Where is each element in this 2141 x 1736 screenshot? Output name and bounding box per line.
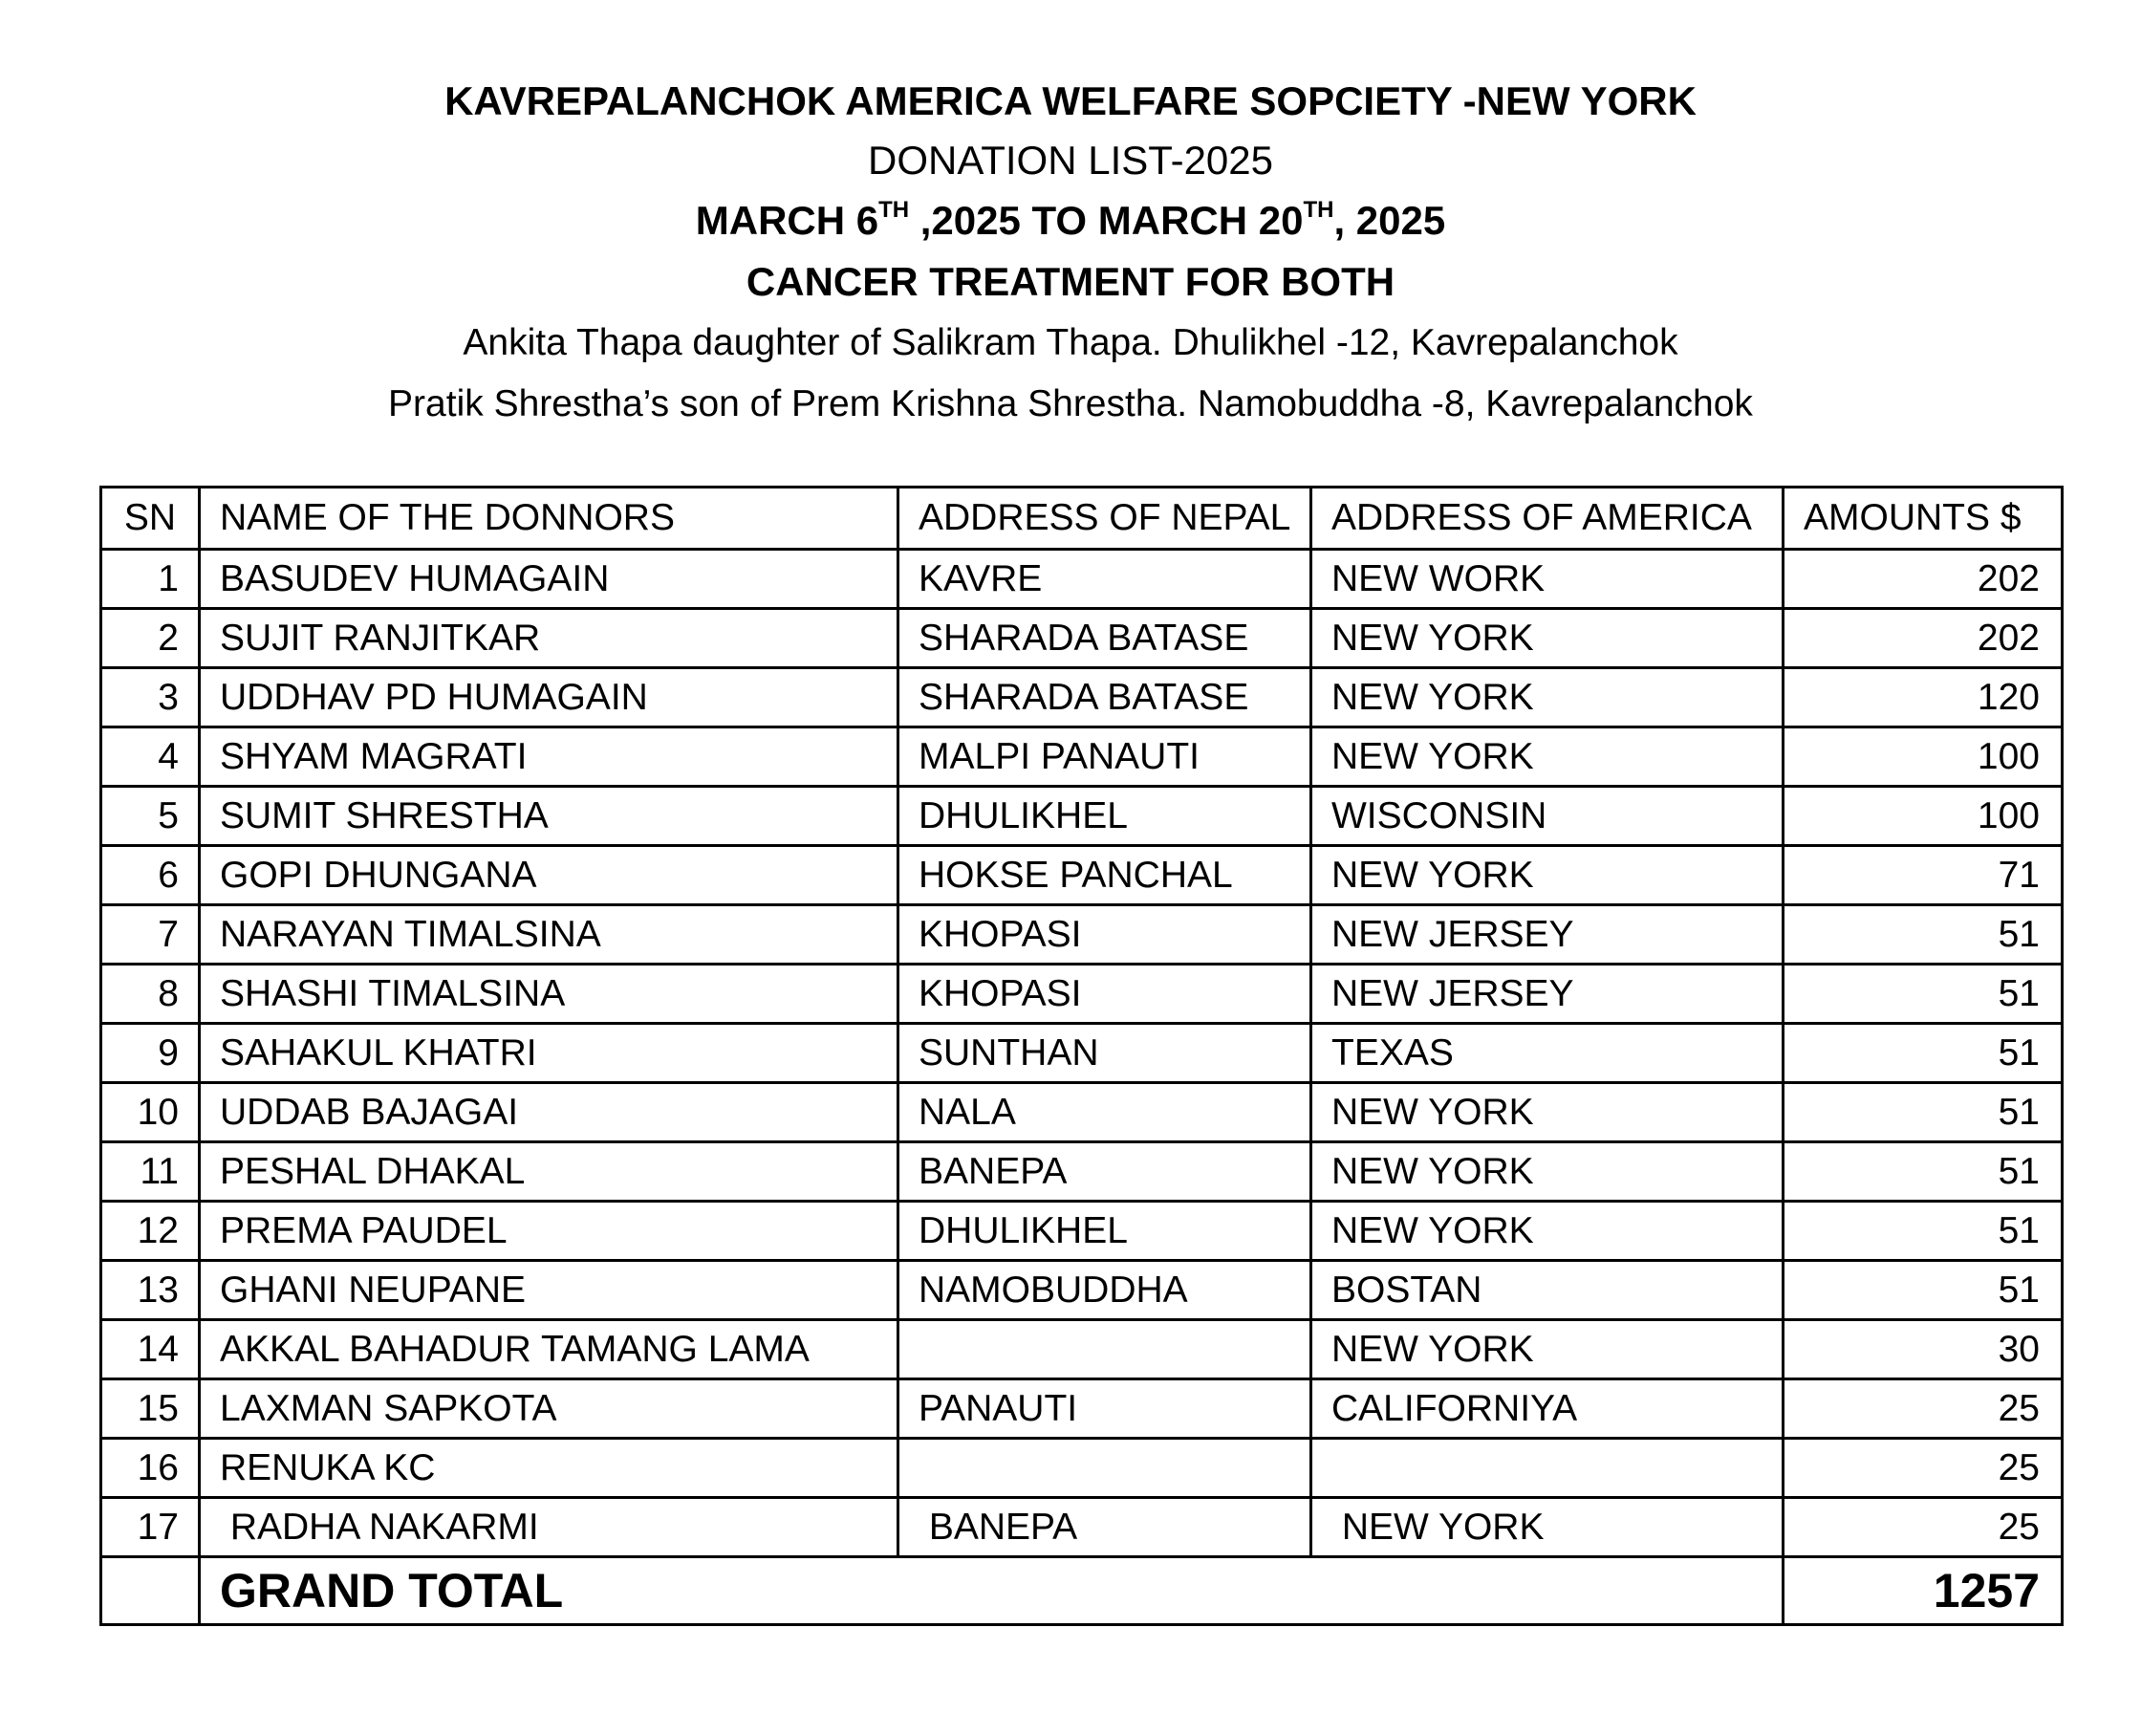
date-part-2: ,2025 TO MARCH 20 [909, 198, 1304, 243]
cell-amount: 51 [1784, 1261, 2063, 1320]
cell-amount: 120 [1784, 668, 2063, 727]
column-header-america-address: ADDRESS OF AMERICA [1311, 488, 1784, 550]
cell-sn: 4 [101, 727, 200, 787]
cell-sn: 1 [101, 550, 200, 609]
cell-donor-name: NARAYAN TIMALSINA [200, 905, 898, 965]
cell-amount: 202 [1784, 609, 2063, 668]
cell-sn: 10 [101, 1083, 200, 1142]
donation-cause: CANCER TREATMENT FOR BOTH [746, 259, 1395, 304]
cell-sn: 15 [101, 1379, 200, 1439]
donation-rows [101, 550, 2063, 1557]
column-header-sn: SN [101, 488, 200, 550]
cell-america-address: NEW YORK [1311, 1142, 1784, 1202]
document-header [0, 72, 2141, 435]
table-row [101, 1320, 2063, 1379]
table-row [101, 965, 2063, 1024]
cell-amount: 51 [1784, 1083, 2063, 1142]
cell-amount: 25 [1784, 1379, 2063, 1439]
cell-america-address: BOSTAN [1311, 1261, 1784, 1320]
organization-title: KAVREPALANCHOK AMERICA WELFARE SOPCIETY -NEW YORK [444, 78, 1697, 123]
table-row [101, 609, 2063, 668]
cell-sn: 11 [101, 1142, 200, 1202]
cell-nepal-address: KHOPASI [898, 905, 1311, 965]
column-header-name: NAME OF THE DONNORS [200, 488, 898, 550]
date-part-1: MARCH 6 [695, 198, 879, 243]
cell-amount: 51 [1784, 905, 2063, 965]
cell-sn: 9 [101, 1024, 200, 1083]
table-row [101, 668, 2063, 727]
beneficiary-line-1: Ankita Thapa daughter of Salikram Thapa. Dhulikhel -12, Kavrepalanchok [463, 322, 1678, 363]
cell-sn: 8 [101, 965, 200, 1024]
cell-america-address: NEW YORK [1311, 668, 1784, 727]
cell-sn: 14 [101, 1320, 200, 1379]
grand-total-sn-cell [101, 1557, 200, 1625]
cell-donor-name: SAHAKUL KHATRI [200, 1024, 898, 1083]
table-row [101, 1439, 2063, 1498]
cell-amount: 100 [1784, 787, 2063, 846]
cell-sn: 5 [101, 787, 200, 846]
table-row [101, 846, 2063, 905]
cell-donor-name: SUJIT RANJITKAR [200, 609, 898, 668]
column-header-amount: AMOUNTS $ [1784, 488, 2063, 550]
cell-donor-name: PREMA PAUDEL [200, 1202, 898, 1261]
cell-nepal-address [898, 1320, 1311, 1379]
cell-amount: 51 [1784, 1202, 2063, 1261]
cell-donor-name: SHYAM MAGRATI [200, 727, 898, 787]
cell-donor-name: SHASHI TIMALSINA [200, 965, 898, 1024]
grand-total-row [101, 1557, 2063, 1625]
date-part-3: , 2025 [1333, 198, 1446, 243]
cell-donor-name: GOPI DHUNGANA [200, 846, 898, 905]
cell-sn: 2 [101, 609, 200, 668]
table-row [101, 1379, 2063, 1439]
cell-donor-name: RENUKA KC [200, 1439, 898, 1498]
cell-amount: 71 [1784, 846, 2063, 905]
cell-sn: 7 [101, 905, 200, 965]
cell-nepal-address: NAMOBUDDHA [898, 1261, 1311, 1320]
table-row [101, 1142, 2063, 1202]
cell-nepal-address: NALA [898, 1083, 1311, 1142]
cell-amount: 202 [1784, 550, 2063, 609]
cell-amount: 100 [1784, 727, 2063, 787]
cell-donor-name: BASUDEV HUMAGAIN [200, 550, 898, 609]
cell-america-address: NEW JERSEY [1311, 965, 1784, 1024]
cell-nepal-address: DHULIKHEL [898, 787, 1311, 846]
cell-america-address: NEW YORK [1311, 1202, 1784, 1261]
cell-donor-name: PESHAL DHAKAL [200, 1142, 898, 1202]
cell-amount: 51 [1784, 1142, 2063, 1202]
cell-donor-name: UDDHAV PD HUMAGAIN [200, 668, 898, 727]
cell-america-address: NEW YORK [1311, 727, 1784, 787]
cell-nepal-address: MALPI PANAUTI [898, 727, 1311, 787]
grand-total-amount: 1257 [1784, 1557, 2063, 1625]
table-row [101, 727, 2063, 787]
table-row [101, 787, 2063, 846]
cell-nepal-address: SHARADA BATASE [898, 668, 1311, 727]
date-suffix-1: TH [878, 197, 910, 223]
cell-amount: 25 [1784, 1498, 2063, 1557]
cell-donor-name: SUMIT SHRESTHA [200, 787, 898, 846]
beneficiary-line-2: Pratik Shrestha’s son of Prem Krishna Shrestha. Namobuddha -8, Kavrepalanchok [388, 383, 1753, 424]
cell-america-address: NEW YORK [1311, 1498, 1784, 1557]
table-row [101, 550, 2063, 609]
donation-table [99, 486, 2064, 1626]
column-header-nepal-address: ADDRESS OF NEPAL [898, 488, 1311, 550]
cell-america-address: NEW YORK [1311, 1083, 1784, 1142]
cell-donor-name: AKKAL BAHADUR TAMANG LAMA [200, 1320, 898, 1379]
cell-sn: 3 [101, 668, 200, 727]
table-row [101, 1202, 2063, 1261]
document-subtitle: DONATION LIST-2025 [867, 138, 1274, 183]
cell-donor-name: UDDAB BAJAGAI [200, 1083, 898, 1142]
cell-sn: 13 [101, 1261, 200, 1320]
grand-total-label: GRAND TOTAL [200, 1557, 1784, 1625]
cell-america-address: NEW YORK [1311, 1320, 1784, 1379]
cell-nepal-address: PANAUTI [898, 1379, 1311, 1439]
cell-donor-name: LAXMAN SAPKOTA [200, 1379, 898, 1439]
table-row [101, 1024, 2063, 1083]
table-row [101, 1261, 2063, 1320]
cell-donor-name: RADHA NAKARMI [200, 1498, 898, 1557]
cell-amount: 25 [1784, 1439, 2063, 1498]
cell-sn: 12 [101, 1202, 200, 1261]
cell-nepal-address: DHULIKHEL [898, 1202, 1311, 1261]
cell-america-address: NEW JERSEY [1311, 905, 1784, 965]
cell-donor-name: GHANI NEUPANE [200, 1261, 898, 1320]
cell-nepal-address: BANEPA [898, 1498, 1311, 1557]
cell-nepal-address [898, 1439, 1311, 1498]
cell-sn: 16 [101, 1439, 200, 1498]
cell-nepal-address: SHARADA BATASE [898, 609, 1311, 668]
cell-nepal-address: KHOPASI [898, 965, 1311, 1024]
date-range [0, 190, 2141, 251]
cell-america-address: NEW WORK [1311, 550, 1784, 609]
cell-america-address: NEW YORK [1311, 846, 1784, 905]
cell-sn: 17 [101, 1498, 200, 1557]
cell-nepal-address: HOKSE PANCHAL [898, 846, 1311, 905]
table-row [101, 1498, 2063, 1557]
cell-america-address: CALIFORNIYA [1311, 1379, 1784, 1439]
cell-amount: 51 [1784, 965, 2063, 1024]
cell-amount: 30 [1784, 1320, 2063, 1379]
cell-nepal-address: KAVRE [898, 550, 1311, 609]
table-row [101, 905, 2063, 965]
cell-america-address: WISCONSIN [1311, 787, 1784, 846]
cell-nepal-address: BANEPA [898, 1142, 1311, 1202]
date-suffix-2: TH [1303, 197, 1334, 223]
cell-america-address [1311, 1439, 1784, 1498]
cell-america-address: TEXAS [1311, 1024, 1784, 1083]
table-row [101, 1083, 2063, 1142]
cell-amount: 51 [1784, 1024, 2063, 1083]
table-header-row [101, 488, 2063, 550]
cell-sn: 6 [101, 846, 200, 905]
cell-nepal-address: SUNTHAN [898, 1024, 1311, 1083]
cell-america-address: NEW YORK [1311, 609, 1784, 668]
